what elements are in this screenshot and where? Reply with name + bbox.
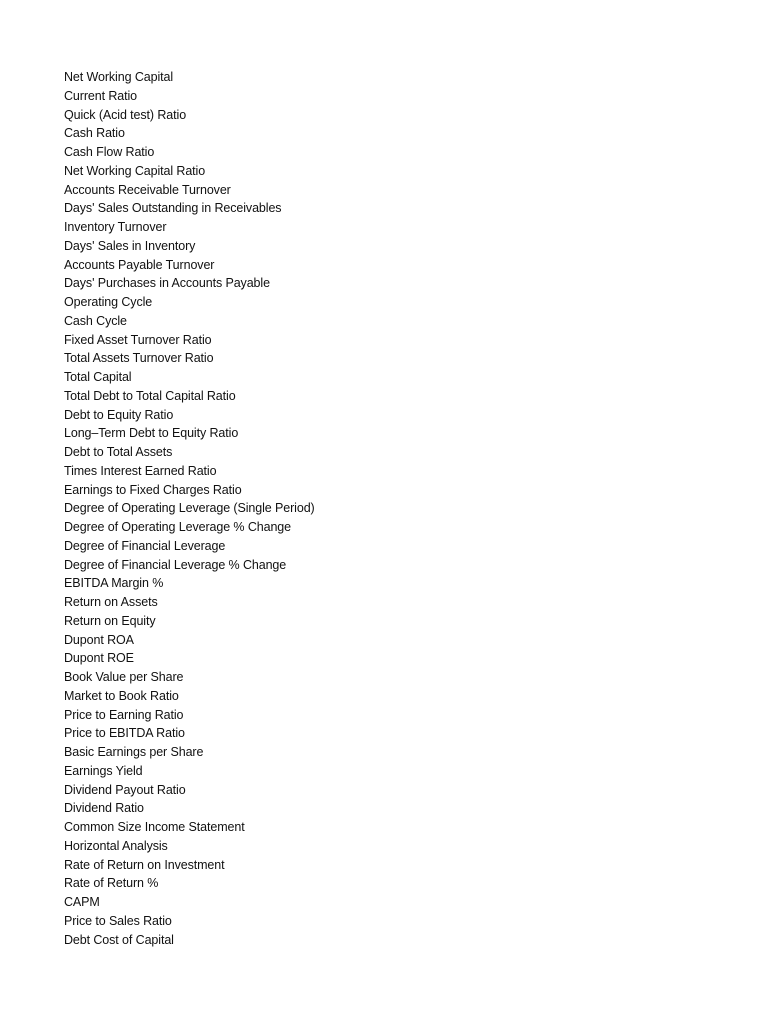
- list-item: Total Assets Turnover Ratio: [64, 351, 214, 366]
- list-item: Total Debt to Total Capital Ratio: [64, 388, 236, 403]
- list-item: Earnings to Fixed Charges Ratio: [64, 482, 242, 497]
- list-item: EBITDA Margin %: [64, 576, 164, 591]
- list-item: Price to Earning Ratio: [64, 707, 184, 722]
- list-item: Dividend Payout Ratio: [64, 782, 186, 797]
- list-item: Days' Sales in Inventory: [64, 238, 196, 253]
- list-item: Price to EBITDA Ratio: [64, 726, 185, 741]
- list-item: Degree of Operating Leverage % Change: [64, 520, 292, 534]
- list-item: Degree of Financial Leverage: [64, 538, 226, 553]
- list-item: Rate of Return %: [64, 876, 159, 891]
- list-item: Inventory Turnover: [64, 220, 167, 234]
- list-item: Debt Cost of Capital: [64, 932, 174, 947]
- list-item: Cash Cycle: [64, 313, 127, 328]
- list-item: Debt to Total Assets: [64, 445, 173, 459]
- list-item: Days' Sales Outstanding in Receivables: [64, 201, 282, 216]
- list-item: Common Size Income Statement: [64, 820, 245, 834]
- list-item: Net Working Capital: [64, 70, 174, 84]
- list-item: Fixed Asset Turnover Ratio: [64, 332, 212, 347]
- list-item: Accounts Payable Turnover: [64, 257, 215, 272]
- list-item: Price to Sales Ratio: [64, 913, 172, 928]
- ratio-list: [64, 68, 744, 949]
- list-item: Dupont ROA: [64, 632, 134, 647]
- list-item: Cash Flow Ratio: [64, 145, 155, 159]
- list-item: Book Value per Share: [64, 670, 184, 684]
- list-item: Long–Term Debt to Equity Ratio: [64, 426, 239, 441]
- list-item: Degree of Operating Leverage (Single Period): [64, 501, 315, 516]
- list-item: Horizontal Analysis: [64, 838, 168, 853]
- list-item: Basic Earnings per Share: [64, 745, 204, 759]
- list-item: Degree of Financial Leverage % Change: [64, 557, 287, 572]
- list-item: Rate of Return on Investment: [64, 857, 225, 872]
- list-item: Net Working Capital Ratio: [64, 163, 206, 178]
- list-item: Total Capital: [64, 370, 132, 384]
- list-item: Market to Book Ratio: [64, 688, 179, 703]
- list-item: Dupont ROE: [64, 651, 134, 666]
- list-item: Quick (Acid test) Ratio: [64, 107, 187, 122]
- list-item: Accounts Receivable Turnover: [64, 182, 231, 197]
- list-item: Return on Equity: [64, 613, 156, 628]
- list-item: Current Ratio: [64, 88, 138, 103]
- list-item: Dividend Ratio: [64, 801, 144, 816]
- list-item: Return on Assets: [64, 595, 158, 609]
- list-item: Times Interest Earned Ratio: [64, 463, 217, 478]
- list-item: Days' Purchases in Accounts Payable: [64, 276, 270, 291]
- list-item: Cash Ratio: [64, 126, 125, 141]
- list-item: Operating Cycle: [64, 295, 153, 309]
- list-item: Earnings Yield: [64, 763, 143, 778]
- list-item: Debt to Equity Ratio: [64, 407, 174, 422]
- list-item: CAPM: [64, 895, 100, 909]
